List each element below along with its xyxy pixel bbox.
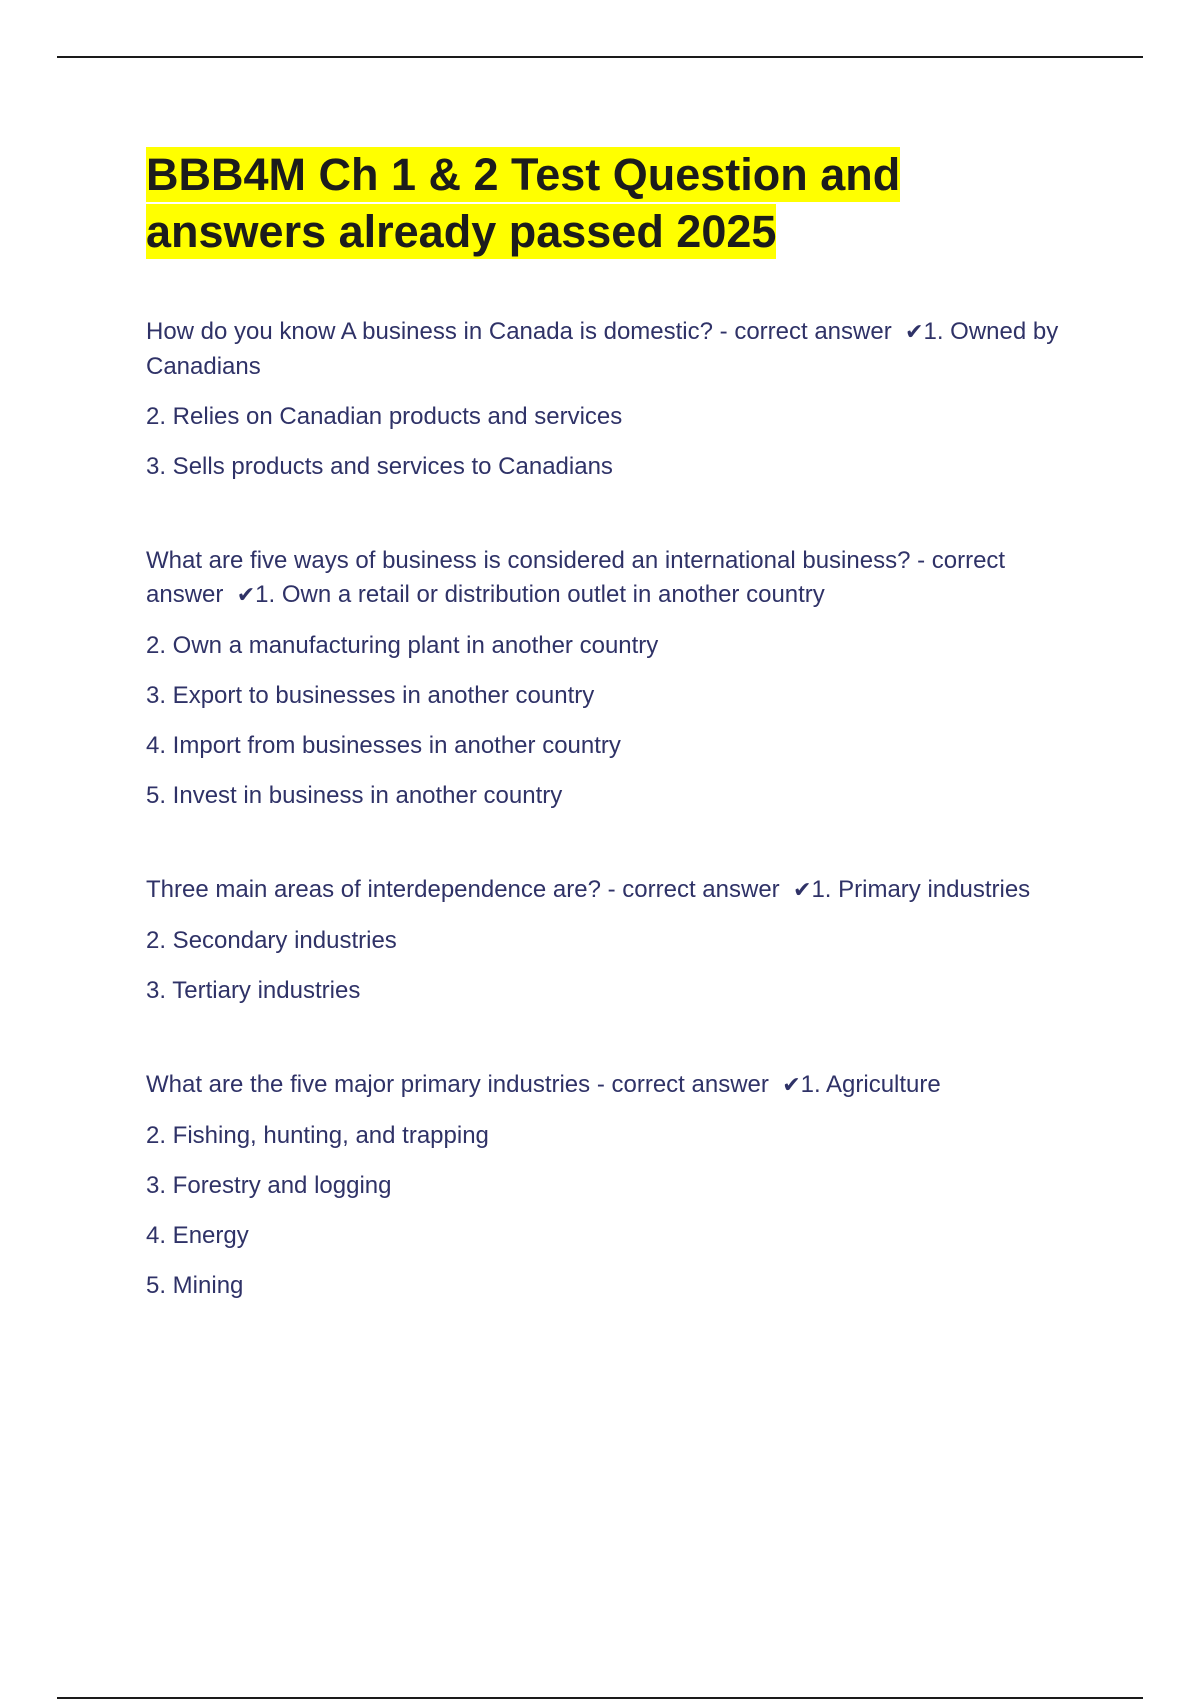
answer-item: 3. Tertiary industries — [146, 977, 361, 1004]
question-text: What are five ways of business is considered an international business? - correct answer — [146, 547, 1006, 608]
answer-item: 2. Fishing, hunting, and trapping — [146, 1122, 489, 1149]
first-answer: 1. Owned by Canadians — [146, 318, 1059, 380]
question-text: How do you know A business in Canada is domestic? - correct answer — [146, 318, 892, 345]
title-highlight: BBB4M Ch 1 & 2 Test Question and answers already passed 2025 — [146, 149, 901, 257]
answer-item: 5. Mining — [146, 1272, 244, 1299]
first-answer: 1. Agriculture — [800, 1071, 941, 1098]
qa-block-3 — [146, 873, 1076, 1008]
question — [146, 1068, 1076, 1103]
answer-item: 2. Secondary industries — [146, 927, 397, 954]
answer-item: 2. Relies on Canadian products and services — [146, 403, 623, 430]
qa-block-1 — [146, 315, 1076, 484]
answer-item: 3. Forestry and logging — [146, 1172, 392, 1199]
check-mark-icon: ✔ — [793, 878, 812, 903]
first-answer: 1. Primary industries — [811, 876, 1031, 903]
question-text: Three main areas of interdependence are? - correct answer — [146, 876, 780, 903]
question — [146, 315, 1076, 384]
question-text: What are the five major primary industries - correct answer — [146, 1071, 769, 1098]
check-mark-icon: ✔ — [905, 320, 924, 345]
qa-block-2 — [146, 544, 1076, 813]
question — [146, 544, 1076, 613]
check-mark-icon: ✔ — [236, 583, 256, 608]
answer-item: 3. Export to businesses in another country — [146, 682, 595, 709]
answer-item: 4. Import from businesses in another country — [146, 732, 621, 759]
top-rule — [57, 56, 1143, 58]
qa-block-4 — [146, 1068, 1076, 1303]
document-title — [146, 146, 1076, 260]
bottom-rule — [57, 1697, 1143, 1699]
question — [146, 873, 1076, 908]
answer-item: 4. Energy — [146, 1222, 249, 1249]
check-mark-icon: ✔ — [782, 1073, 801, 1098]
answer-item: 2. Own a manufacturing plant in another country — [146, 632, 659, 659]
answer-item: 5. Invest in business in another country — [146, 782, 563, 809]
answer-item: 3. Sells products and services to Canadians — [146, 453, 613, 480]
first-answer: 1. Own a retail or distribution outlet in another country — [255, 581, 825, 608]
document-body — [146, 146, 1076, 1363]
